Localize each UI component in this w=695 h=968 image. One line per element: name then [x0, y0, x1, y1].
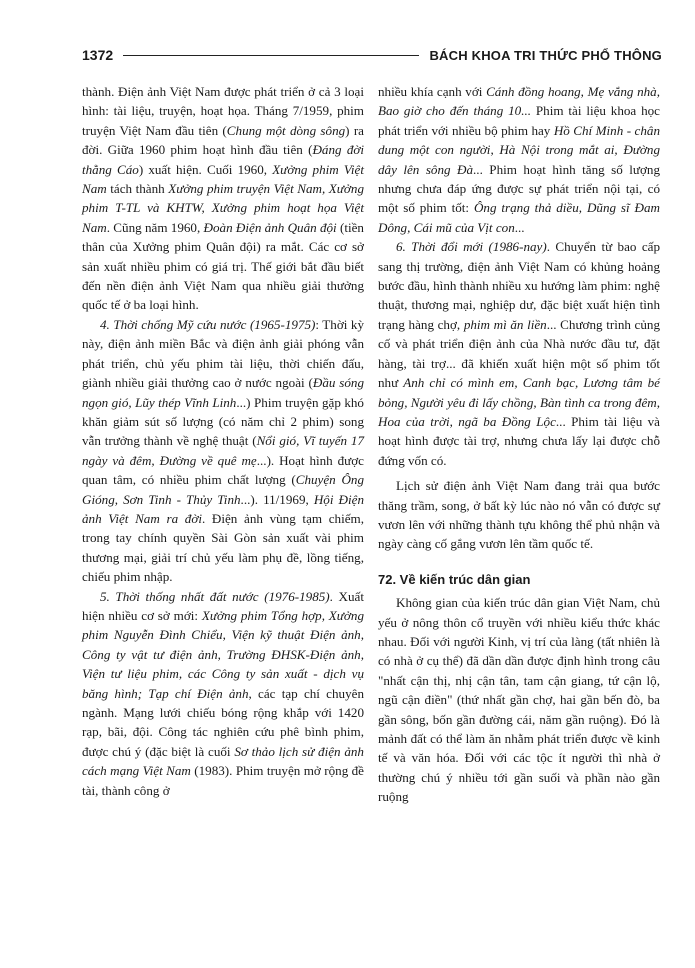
running-title: BÁCH KHOA TRI THỨC PHỔ THÔNG [429, 47, 662, 63]
paragraph-cinema-1954-1965: thành. Điện ảnh Việt Nam được phát triển ở cả 3 loại hình: tài liệu, truyện, hoạt họa. Tháng 7/1959, phim truyện Việt Nam đầu tiên (Chung một dòng sông) ra đời. Giữa 1960 phim hoạt hình đầu tiên (Đáng đời thằng Cáo) xuất hiện. Cuối 1960, Xưởng phim Việt Nam tách thành Xưởng phim truyện Việt Nam, Xưởng phim T-TL và KHTW, Xưởng phim hoạt họa Việt Nam. Cũng năm 1960, Đoàn Điện ảnh Quân đội (tiền thân của Xưởng phim Quân đội) ra mắt. Các cơ sở sản xuất nhiều phim có giá trị. Thế giới bắt đầu biết đến nền điện ảnh Việt Nam qua nhiều giải thưởng quốc tế ở ba loại hình. [82, 84, 365, 313]
section-title-folk-architecture: 72. Về kiến trúc dân gian [378, 571, 531, 587]
paragraph-cinema-history-summary: Lịch sử điện ảnh Việt Nam đang trải qua bước thăng trầm, song, ở bất kỳ lúc nào nó vẫn có được sự vươn lên với những thành tựu không thể phủ nhận và ngày càng cố gắng vươn lên tầm quốc tế. [378, 478, 660, 552]
left-column [82, 82, 364, 800]
right-column [378, 82, 660, 807]
paragraph-folk-architecture: Không gian của kiến trúc dân gian Việt Nam, chủ yếu ở nông thôn cổ truyền với nhiều kiểu thức khác nhau. Đối với người Kinh, vị trí của làng (tất nhiên là có nhà ở cụ thể) đã dần dần được định hình trong câu "nhất cận thị, nhị cận tân, tam cận giang, tứ cận lộ, ngũ cận điền" (thứ nhất gần chợ, hai gần bến đò, ba gần sông, bốn gần đường cái, năm gần ruộng). Đó là mảnh đất có thể làm ăn nhằm phát triển được về kinh tế và văn hóa. Đối với các tộc ít người thì nhà ở thường chú ý nhiều tới gần suối và phần nào gần ruộng [378, 595, 660, 805]
paragraph-unification-continued: nhiều khía cạnh với Cánh đồng hoang, Mẹ vắng nhà, Bao giờ cho đến tháng 10... Phim tài liệu khoa học phát triển với nhiều bộ phim hay Hồ Chí Minh - chân dung một con người, Hà Nội trong mắt ai, Đường dây lên sông Đà... Phim hoạt hình tăng số lượng nhưng chưa đáp ứng được sự phát triển nội tại, có một số phim tốt: Ông trạng thả diều, Dũng sĩ Đam Dông, Cái mũ của Vịt con... [378, 84, 661, 235]
header-rule [123, 55, 419, 56]
page-number: 1372 [82, 47, 114, 63]
running-header [82, 44, 662, 66]
paragraph-unification-period: 5. Thời thống nhất đất nước (1976-1985). Xuất hiện nhiều cơ sở mới: Xưởng phim Tổng hợp, Xưởng phim Nguyễn Đình Chiểu, Viện kỹ thuật Điện ảnh, Công ty vật tư điện ảnh, Trường ĐHSK-Điện ảnh, Viện tư liệu phim, các Công ty sản xuất - dịch vụ băng hình; Tạp chí Điện ảnh, các tạp chí chuyên ngành. Mạng lưới chiếu bóng rộng khắp với 1420 rạp, bãi, đội. Công tác nghiên cứu phê bình phim, được chú ý (đặc biệt là cuối Sơ thảo lịch sử điện ảnh cách mạng Việt Nam (1983). Phim truyện mở rộng đề tài, thành công ở [82, 588, 364, 798]
paragraph-anti-us-period: 4. Thời chống Mỹ cứu nước (1965-1975): Thời kỳ này, điện ảnh miền Bắc và điện ảnh giải phóng vẫn phát triển, chủ yếu phim tài liệu, thời chiến đấu, giành nhiều giải thưởng cao ở nước ngoài (Đầu sóng ngọn gió, Lũy thép Vĩnh Linh...) Phim truyện gặp khó khăn giảm sút số lượng (có năm chỉ 2 phim) song vẫn trưởng thành về nghệ thuật (Nổi gió, Vĩ tuyến 17 ngày và đêm, Đường về quê mẹ...). Hoạt hình được quan tâm, có nhiều phim chất lượng (Chuyện Ông Gióng, Sơn Tinh - Thủy Tinh...). 11/1969, Hội Điện ảnh Việt Nam ra đời. Điện ảnh vùng tạm chiếm, trong tay chính quyền Sài Gòn sản xuất vài phim thương mại, giải trí chủ yếu làm phụ đề, lồng tiếng, chiếu phim nhập. [82, 316, 364, 585]
paragraph-doi-moi-period: 6. Thời đổi mới (1986-nay). Chuyển từ bao cấp sang thị trường, điện ảnh Việt Nam có khủng hoảng bước đầu, hình thành nhiều xu hướng làm phim: nghệ thuật, thương mại, nghiệp dư, đặc biệt xuất hiện tình trạng hàng chợ, phim mì ăn liền... Chương trình củng cố và phát triển điện ảnh của Nhà nước đầu tư, đặt hàng, tài trợ... đã khiến xuất hiện một số phim tốt như Anh chỉ có mình em, Canh bạc, Lương tâm bé bỏng, Người yêu đi lấy chồng, Bàn tình ca trong đêm, Hoa của trời, ngã ba Đồng Lộc... Phim tài liệu và hoạt hình được tài trợ, nhưng chưa lấy lại được chỗ đứng vốn có. [378, 239, 661, 468]
